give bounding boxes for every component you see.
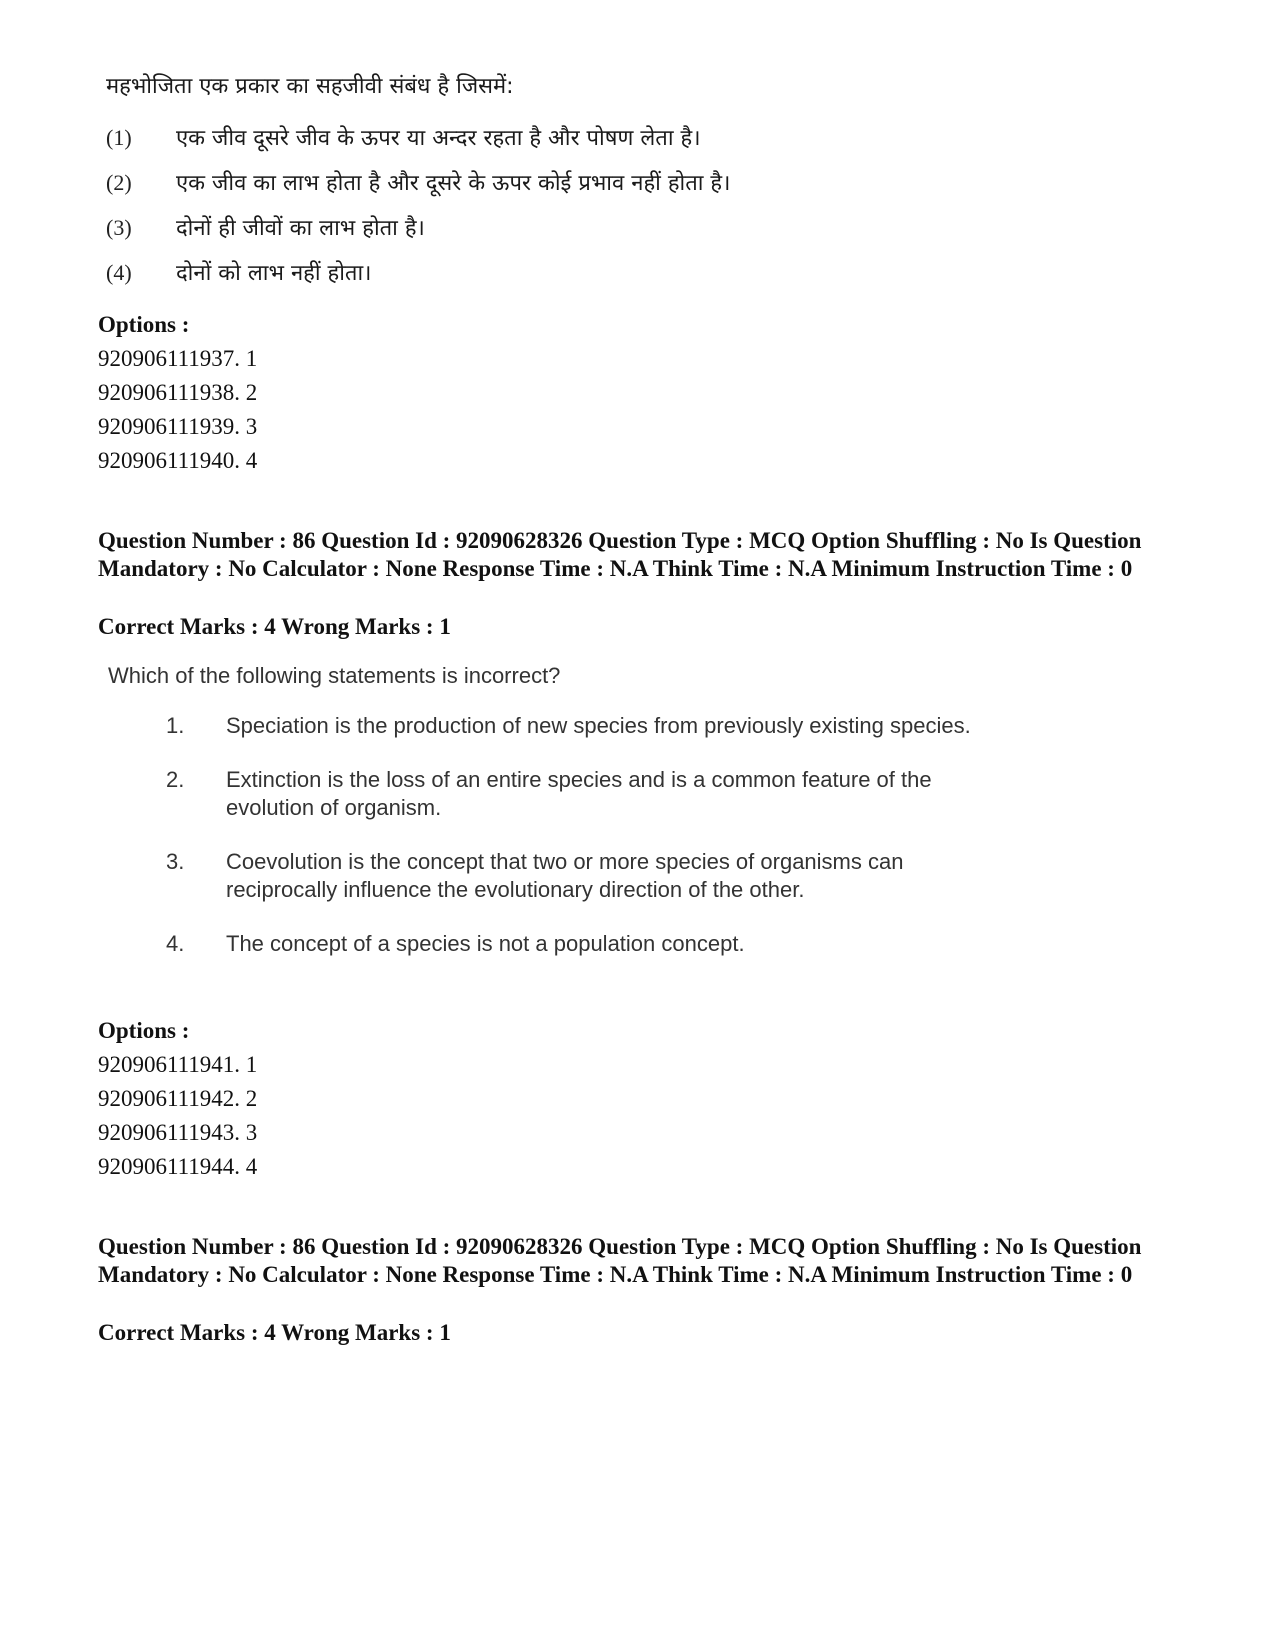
statement-number: 2. <box>166 767 185 792</box>
statement-text: The concept of a species is not a population concept. <box>226 931 745 956</box>
options-heading: Options : <box>98 312 190 337</box>
statement-number: 4. <box>166 931 185 956</box>
statement-item <box>166 766 1006 822</box>
question-stem: Which of the following statements is incorrect? <box>108 663 561 688</box>
statement-item <box>106 257 730 302</box>
statement-text: दोनों को लाभ नहीं होता। <box>176 261 372 286</box>
question-meta: Question Number : 86 Question Id : 92090628326 Question Type : MCQ Option Shuffling : No Is Question Mandatory : No Calculator : None Response Time : N.A Think Time : N.A Minimum Instruction Time : 0 <box>98 528 1142 581</box>
statement-text: Speciation is the production of new species from previously existing species. <box>226 713 971 738</box>
statement-number: (1) <box>106 125 132 150</box>
statement-list <box>166 712 1006 958</box>
statement-text: दोनों ही जीवों का लाभ होता है। <box>176 216 425 241</box>
option-item: 920906111943. 3 <box>98 1120 258 1145</box>
statement-item <box>106 122 730 167</box>
statement-number: (3) <box>106 215 132 240</box>
statement-text: Coevolution is the concept that two or more species of organisms can reciprocally influence the evolutionary direction of the other. <box>226 849 904 902</box>
statement-item <box>106 167 730 212</box>
option-item: 920906111944. 4 <box>98 1154 258 1179</box>
option-item: 920906111938. 2 <box>98 380 258 405</box>
option-item: 920906111942. 2 <box>98 1086 258 1111</box>
statement-text: एक जीव दूसरे जीव के ऊपर या अन्दर रहता है और पोषण लेता है। <box>176 126 701 151</box>
statement-text: Extinction is the loss of an entire species and is a common feature of the evolution of organism. <box>226 767 932 820</box>
option-item: 920906111939. 3 <box>98 414 258 439</box>
statement-item <box>106 212 730 257</box>
options-heading: Options : <box>98 1018 190 1043</box>
question-marks: Correct Marks : 4 Wrong Marks : 1 <box>98 1320 451 1345</box>
options-list <box>98 342 257 478</box>
question-meta: Question Number : 86 Question Id : 92090628326 Question Type : MCQ Option Shuffling : No Is Question Mandatory : No Calculator : None Response Time : N.A Think Time : N.A Minimum Instruction Time : 0 <box>98 1234 1142 1287</box>
statement-number: (4) <box>106 260 132 285</box>
question-marks: Correct Marks : 4 Wrong Marks : 1 <box>98 614 451 639</box>
option-item: 920906111937. 1 <box>98 346 258 371</box>
option-item: 920906111940. 4 <box>98 448 258 473</box>
statement-number: 3. <box>166 849 185 874</box>
statement-item <box>166 712 1006 740</box>
option-item: 920906111941. 1 <box>98 1052 258 1077</box>
statement-number: (2) <box>106 170 132 195</box>
statement-item <box>166 930 1006 958</box>
statement-item <box>166 848 1006 904</box>
question-stem-hindi: महभोजिता एक प्रकार का सहजीवी संबंध है जिसमें: <box>106 74 514 99</box>
statement-number: 1. <box>166 713 185 738</box>
statement-list-hindi <box>106 122 730 302</box>
statement-text: एक जीव का लाभ होता है और दूसरे के ऊपर कोई प्रभाव नहीं होता है। <box>176 171 731 196</box>
options-list <box>98 1048 257 1184</box>
